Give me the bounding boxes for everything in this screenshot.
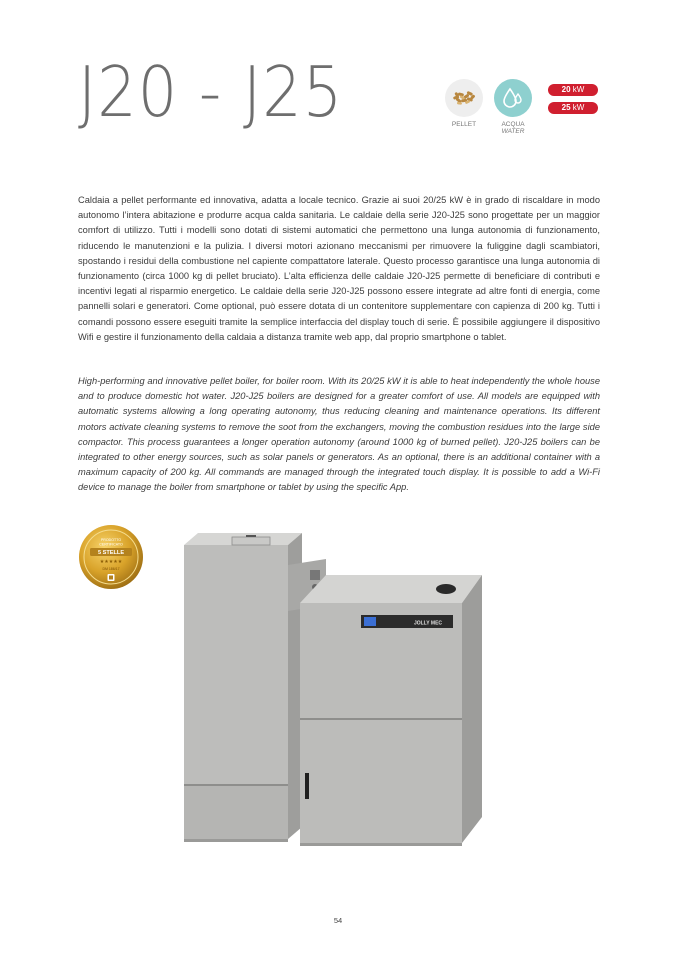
- power-badge-25kw: [548, 102, 598, 114]
- medal-line1: PRODOTTO: [100, 538, 122, 542]
- description-english: High-performing and innovative pellet boiler, for boiler room. With its 20/25 kW it is able to heat independently the whole house and to produce domestic hot water. J20-J25 boilers are designed for a greater comfort of use. All models are equipped with automatic systems allowing a long operating autonomy, thus reducing cleaning and maintenance operations. Its different motors activate cleaning systems to remove the soot from the exchangers, moving the combustion residues into the large side compactor. This process guarantees a longer operation autonomy (around 1000 kg of burned pellet). J20-J25 boilers can be integrated to other energy sources, such as solar panels or generators. As an optional, there is an additional container with a maximum capacity of 200 kg. All commands are managed through the integrated touch display. It is possible to add a Wi-Fi device to manage the boiler from smartphone or tablet by using the specific App.: [78, 376, 600, 493]
- power-unit: kW: [572, 85, 585, 94]
- water-label-it: ACQUA: [501, 121, 525, 128]
- certification-medal: [78, 524, 144, 590]
- pellet-label: PELLET: [451, 121, 477, 128]
- water-label-en: WATER: [501, 128, 525, 136]
- medal-stars: ★★★★★: [99, 559, 123, 565]
- pellet-icon: [445, 79, 483, 117]
- medal-footer: DM 186/17: [102, 567, 120, 571]
- page-title: J20 - J25: [78, 51, 344, 134]
- water-drops-icon: [494, 79, 532, 117]
- power-unit: kW: [572, 103, 585, 112]
- medal-line2: CERTIFICATO: [99, 542, 123, 547]
- power-value: 25: [561, 103, 571, 112]
- page-number: 54: [333, 916, 343, 925]
- description-italian: Caldaia a pellet performante ed innovativa, adatta a locale tecnico. Grazie ai suoi 20/25 kW è in grado di riscaldare in modo autonomo l’intera abitazione e produrre acqua calda sanitaria. Le caldaie della serie J20-J25 sono progettate per un maggior comfort di utilizzo. Tutti i modelli sono dotati di sistemi automatici che permettono una lunga autonomia di funzionamento, riducendo le manutenzioni e la pulizia. I diversi motori azionano meccanismi per rimuovere la fuliggine dagli scambiatori, spostando i residui della combustione nel capiente compattatore laterale. Questo processo garantisce una lunga autonomia di funzionamento (circa 1000 kg di pellet bruciato). L’alta efficienza delle caldaie J20-J25 permette di beneficiare di contributi e incentivi legati al risparmio energetico. Le caldaie della serie J20-J25 possono essere integrate ad altre fonti di energia, come pannelli solari e generatori. Come optional, può essere dotata di un contenitore supplementare con capienza di 200 kg. Tutti i comandi possono essere eseguiti tramite la semplice interfaccia del display touch di serie. È possibile aggiungere il dispositivo Wifi e gestire il funzionamento della caldaia a distanza tramite web app, dal proprio smartphone o tablet.: [78, 195, 600, 342]
- power-badge-20kw: [548, 84, 598, 96]
- brand-logo-text: JOLLY MEC: [413, 620, 443, 627]
- water-label: [488, 121, 538, 136]
- medal-rating: 5 STELLE: [97, 550, 125, 557]
- power-value: 20: [561, 85, 571, 94]
- boiler-product-image: [170, 525, 510, 855]
